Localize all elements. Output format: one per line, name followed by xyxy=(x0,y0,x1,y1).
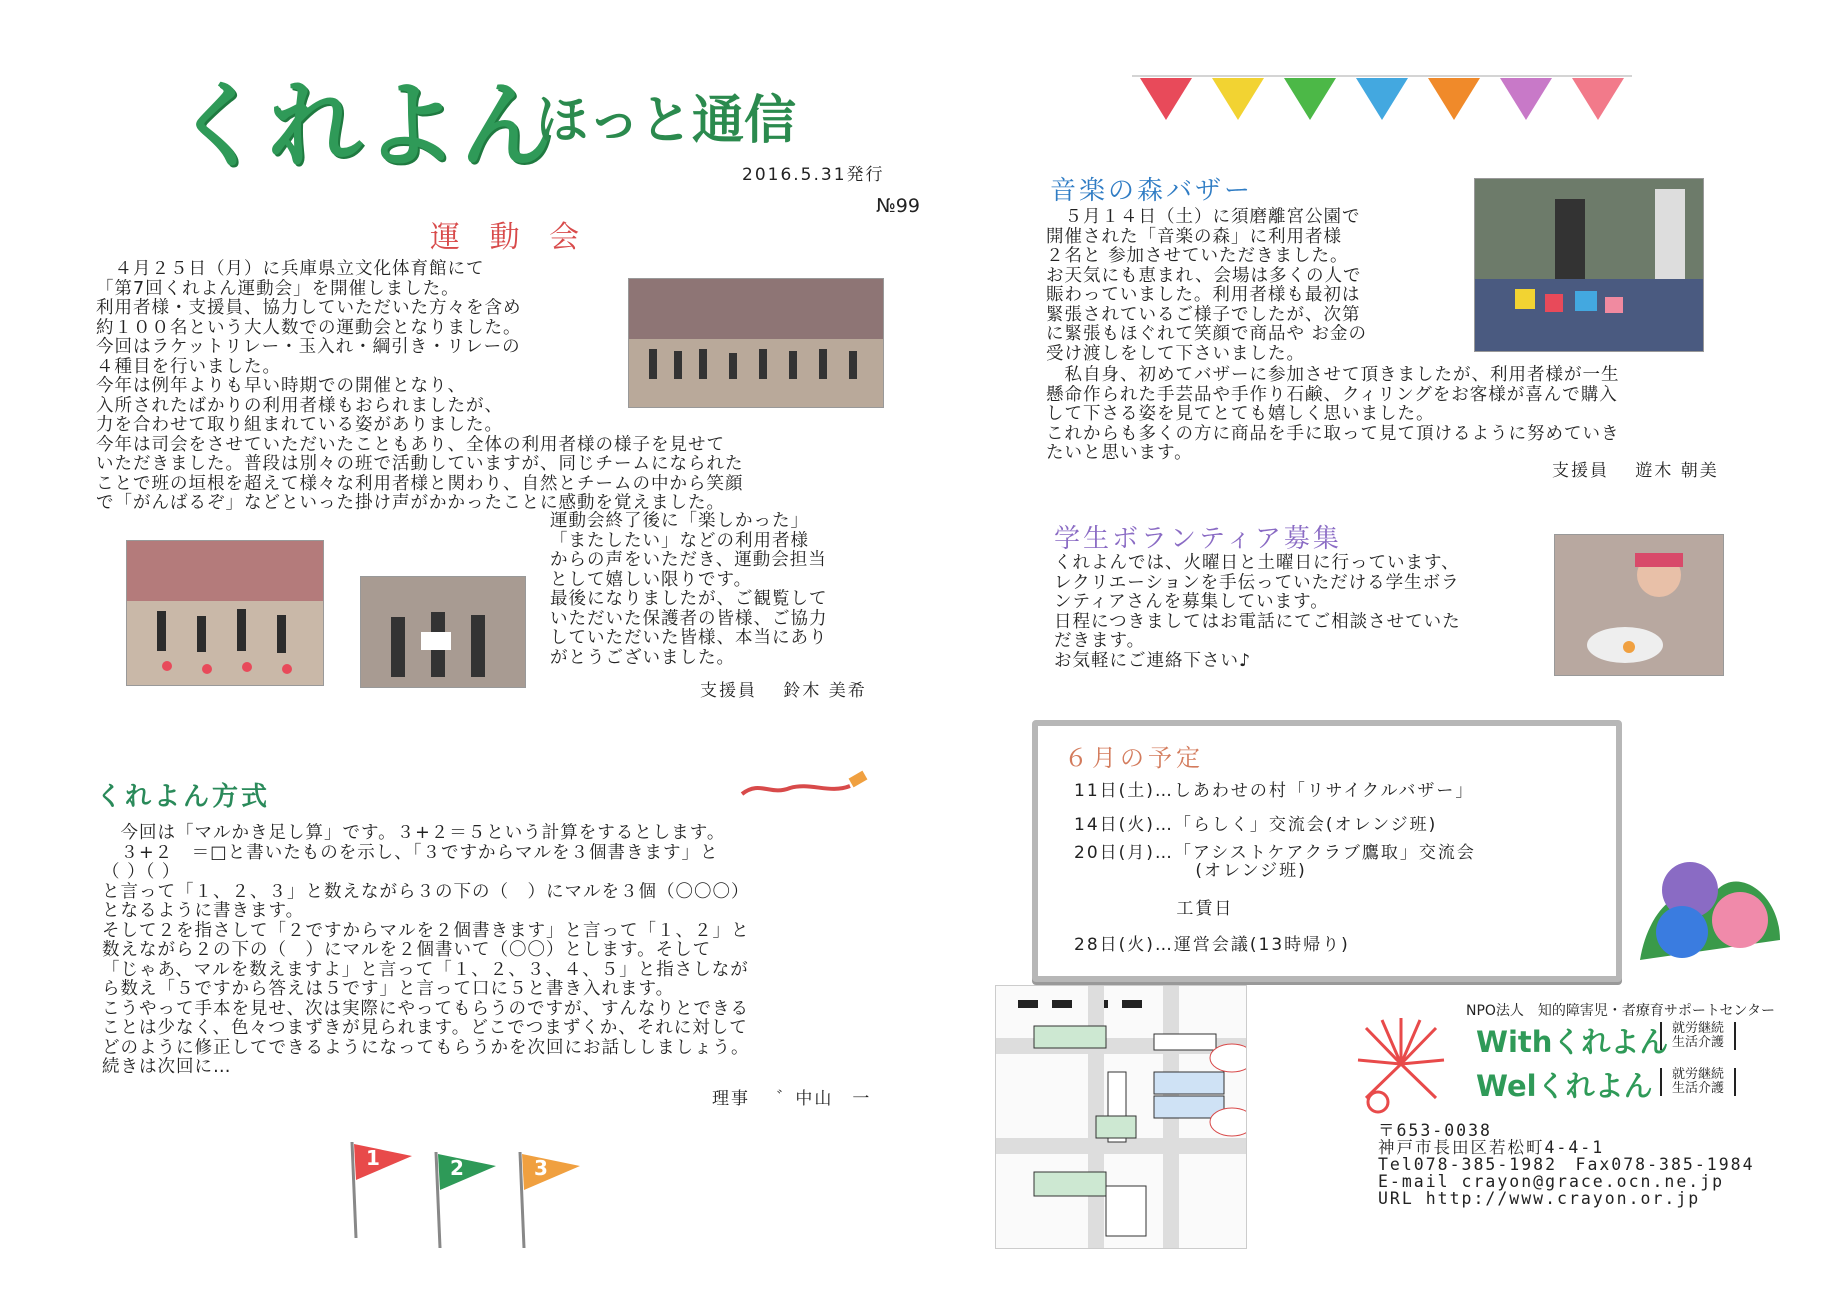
access-map xyxy=(995,985,1247,1249)
flag-1-label: 1 xyxy=(366,1146,380,1170)
brand-with-crayon: Withくれよん xyxy=(1476,1025,1669,1059)
volunteer-heading: 学生ボランティア募集 xyxy=(1054,524,1342,554)
hydrangea-icon xyxy=(1630,840,1790,970)
houshiki-heading: くれよん方式 xyxy=(96,782,271,812)
schedule-item: 11日(土)…しあわせの村「リサイクルバザー」 xyxy=(1074,781,1475,801)
flag-1 xyxy=(346,1140,416,1244)
bazaar-heading: 音楽の森バザー xyxy=(1050,176,1254,206)
schedule-title: ６月の予定 xyxy=(1064,744,1204,772)
issue-date: 2016.5.31発行 xyxy=(742,165,885,185)
flag-3 xyxy=(514,1150,584,1254)
brand-wel-note: 就労継続 生活介護 xyxy=(1660,1068,1736,1096)
newsletter-subtitle: ほっと通信 xyxy=(536,91,797,151)
org-name: NPO法人 知的障害児・者療育サポートセンター xyxy=(1466,1003,1775,1019)
schedule-item: 14日(火)…「らしく」交流会(オレンジ班) xyxy=(1074,815,1438,835)
undokai-body-side: 運動会終了後に「楽しかった」 「またしたい」などの利用者様 からの声をいただき、運動会担当 として嬉しい限りです。 最後になりましたが、ご観覧して いただいた保護者の皆様、ご協力 していただいた皆様、本当にあり がとうございました。 xyxy=(550,511,828,668)
brand-wel-crayon: Welくれよん xyxy=(1476,1069,1653,1103)
contact-address: 〒653-0038 神戸市長田区若松町4-4-1 Tel078-385-1982 Fax078-385-1984 E-mail crayon@grace.ocn.ne.jp URL http://www.crayon.or.jp xyxy=(1378,1121,1755,1208)
volunteer-photo xyxy=(1554,534,1724,676)
bazaar-signature: 支援員 遊木 朝美 xyxy=(1552,461,1719,481)
undokai-body-top: ４月２５日（月）に兵庫県立文化体育館にて 「第7回くれよん運動会」を開催しました。 利用者様・支援員、協力していただいた方々を含め 約１００名という大人数での運動会となりました。 今回はラケットリレー・玉入れ・綱引き・リレーの ４種目を行いました。 今年は例年よりも早い時期での開催となり、 入所されたばかりの利用者様もおられましたが、 力を合わせて取り組まれている姿がありました。 今年は司会をさせていただいたこともあり、全体の利用者様の様子を見せて いただきました。普段は別々の班で活動していますが、同じチームになられた ことで班の垣根を超えて様々な利用者様と関わり、自然とチームの中から笑顔 で「がんばるぞ」などといった掛け声がかかったことに感動を覚えました。 xyxy=(96,259,744,513)
sun-logo-icon xyxy=(1356,1014,1446,1114)
newsletter-title: くれよん xyxy=(172,72,557,181)
issue-number: №99 xyxy=(876,195,920,217)
undokai-heading: 運 動 会 xyxy=(430,220,590,255)
bazaar-photo xyxy=(1474,178,1704,352)
tug-of-war-photo xyxy=(628,278,884,408)
flag-2-label: 2 xyxy=(450,1156,464,1180)
crayon-icon xyxy=(740,770,870,800)
schedule-item: 20日(月)…「アシストケアクラブ鷹取」交流会 (オレンジ班) xyxy=(1074,843,1476,881)
volunteer-body: くれよんでは、火曜日と土曜日に行っています、 レクリエーションを手伝っていただける学生ボラ ンティアさんを募集しています。 日程につきましてはお電話にてご相談させていた だきます。 お気軽にご連絡下さい♪ xyxy=(1054,553,1461,671)
schedule-whiteboard xyxy=(1032,720,1622,982)
flag-2 xyxy=(430,1150,500,1254)
bunting-decoration xyxy=(1132,74,1632,124)
relay-photo xyxy=(126,540,324,686)
brand-with-note: 就労継続 生活介護 xyxy=(1660,1022,1736,1050)
houshiki-signature: 理事 ゛中山 一 xyxy=(712,1089,872,1109)
flag-3-label: 3 xyxy=(534,1156,548,1180)
undokai-signature: 支援員 鈴木 美希 xyxy=(700,681,867,701)
schedule-item: 28日(火)…運営会議(13時帰り) xyxy=(1074,935,1350,955)
bazaar-body-top: ５月１４日（土）に須磨離宮公園で 開催された「音楽の森」に利用者様 ２名と 参加させていただきました。 お天気にも恵まれ、会場は多くの人で 賑わっていました。利用者様も最初は 緊張されているご様子でしたが、次第 に緊張もほぐれて笑顔で商品や お金の 受け渡しをして下さいました。 xyxy=(1046,207,1368,364)
bazaar-body-bottom: 私自身、初めてバザーに参加させて頂きましたが、利用者様が一生 懸命作られた手芸品や手作り石鹸、クィリングをお客様が喜んで購入 して下さる姿を見てとても嬉しく思いました。 これからも多くの方に商品を手に取って見て頂けるように努めていき たいと思います。 xyxy=(1046,365,1620,463)
award-photo xyxy=(360,576,526,688)
houshiki-body: 今回は「マルかき足し算」です。３+２＝５という計算をするとします。 ３+２ ＝□と書いたものを示し、「３ですからマルを３個書きます」と （ ）（ ） と言って「１、２、３」と数えながら３の下の（ ）にマルを３個（〇〇〇） となるように書きます。 そして２を指さして「２ですからマルを２個書きます」と言って「１、２」と 数えながら２の下の（ ）にマルを２個書いて（〇〇）とします。そして 「じゃあ、マルを数えますよ」と言って「１、２、３、４、５」と指さしなが ら数え「５ですから答えは５です」と言って口に５と書き入れます。 こうやって手本を見せ、次は実際にやってもらうのですが、すんなりとできる ことは少なく、色々つまずきが見られます。どこでつまずくか、それに対して どのように修正してできるようになってもらうかを次回にお話ししましょう。 続きは次回に… xyxy=(102,823,750,1077)
schedule-item: 工賃日 xyxy=(1074,899,1234,919)
